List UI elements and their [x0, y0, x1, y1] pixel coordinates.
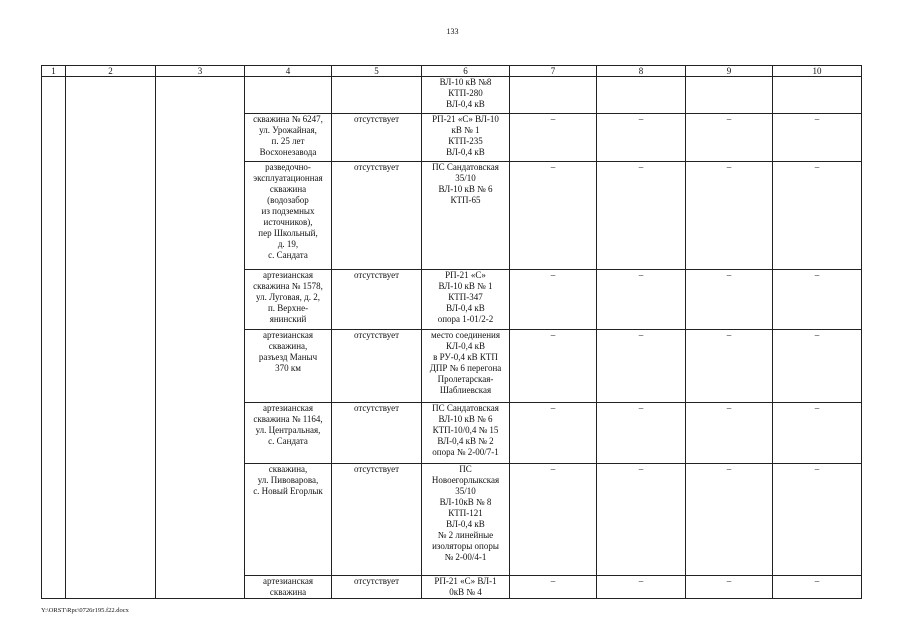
dash-cell-c9: –: [686, 576, 773, 599]
col2-cell: [66, 77, 156, 599]
cell-line: КТП-121: [448, 508, 483, 518]
cell-line: ул. Пивоварова,: [257, 475, 319, 485]
cell-line: КТП-280: [448, 88, 483, 98]
cell-line: Пролетарская-: [437, 374, 494, 384]
cell-line: ул. Луговая, д. 2,: [255, 292, 321, 302]
dash-cell-c7: –: [510, 464, 597, 576]
cell-line: артезианская: [263, 576, 313, 586]
cell-line: артезианская: [263, 403, 313, 413]
cell-line: № 2-00/4-1: [444, 552, 487, 562]
dash-cell-c8: –: [597, 464, 686, 576]
dash-cell-c10: –: [773, 162, 862, 270]
cell-line: ВЛ-10 кВ № 1: [438, 281, 493, 291]
dash-cell-c8: –: [597, 403, 686, 464]
cell-line: пер Школьный,: [258, 228, 318, 238]
header-cell: 8: [597, 66, 686, 77]
cell-line: артезианская: [263, 270, 313, 280]
table-body: [42, 77, 862, 599]
cell-line: КТП-347: [448, 292, 483, 302]
connection-point-cell: [422, 576, 510, 599]
status-cell: отсутствует: [332, 162, 422, 270]
cell-line: № 2 линейные: [437, 530, 494, 540]
dash-cell-c9: –: [686, 464, 773, 576]
cell-line: ул. Урожайная,: [259, 125, 317, 135]
cell-line: (водозабор: [267, 195, 309, 205]
cell-line: с. Сандата: [268, 436, 308, 446]
cell-line: ВЛ-0,4 кВ № 2: [437, 436, 494, 446]
cell-line: 35/10: [455, 486, 476, 496]
header-cell: 4: [245, 66, 332, 77]
dash-cell-c10: [773, 77, 862, 114]
cell-line: ул. Центральная,: [255, 425, 321, 435]
cell-line: разведочно-: [265, 162, 311, 172]
page-number: 133: [446, 27, 459, 36]
status-cell: отсутствует: [332, 464, 422, 576]
cell-line: скважина: [269, 587, 307, 597]
header-cell: 3: [156, 66, 245, 77]
dash-cell-c7: –: [510, 114, 597, 162]
connection-point-cell: [422, 114, 510, 162]
dash-cell-c9: [686, 77, 773, 114]
header-cell: 5: [332, 66, 422, 77]
dash-cell-c9: –: [686, 162, 773, 270]
dash-cell-c8: –: [597, 162, 686, 270]
dash-cell-c10: –: [773, 330, 862, 403]
dash-cell-c8: –: [597, 576, 686, 599]
cell-line: 0кВ № 4: [449, 587, 482, 597]
status-cell: отсутствует: [332, 114, 422, 162]
cell-line: скважина № 6247,: [253, 114, 323, 124]
dash-cell-c9: –: [686, 403, 773, 464]
cell-line: д. 19,: [277, 239, 299, 249]
header-cell: 10: [773, 66, 862, 77]
connection-point-cell: [422, 464, 510, 576]
header-cell: 6: [422, 66, 510, 77]
cell-line: эксплуатационная: [253, 173, 323, 183]
object-cell: [245, 77, 332, 114]
status-cell: отсутствует: [332, 330, 422, 403]
cell-line: п. Верхне-: [267, 303, 309, 313]
status-cell: [332, 77, 422, 114]
object-cell: [245, 162, 332, 270]
cell-line: ПС Сандатовская: [432, 403, 499, 413]
cell-line: Шаблиевская: [439, 385, 492, 395]
col3-cell: [156, 77, 245, 599]
dash-cell-c8: [597, 77, 686, 114]
cell-line: РП-21 «С» ВЛ-10: [432, 114, 499, 124]
cell-line: разъезд Маныч: [258, 352, 318, 362]
cell-line: ПС Сандатовская: [432, 162, 499, 172]
cell-line: РП-21 «С» ВЛ-1: [434, 576, 497, 586]
status-cell: отсутствует: [332, 270, 422, 330]
connection-point-cell: [422, 403, 510, 464]
dash-cell-c7: –: [510, 403, 597, 464]
cell-line: КТП-235: [448, 136, 483, 146]
cell-line: Восхонезавода: [259, 147, 317, 157]
dash-cell-c8: –: [597, 114, 686, 162]
cell-line: ВЛ-0,4 кВ: [446, 303, 485, 313]
cell-line: артезианская: [263, 330, 313, 340]
status-cell: отсутствует: [332, 576, 422, 599]
dash-cell-c8: –: [597, 270, 686, 330]
cell-line: изоляторы опоры: [432, 541, 499, 551]
cell-line: Новоегорлыкская: [431, 475, 500, 485]
dash-cell-c7: [510, 77, 597, 114]
connection-point-cell: [422, 77, 510, 114]
status-cell: отсутствует: [332, 403, 422, 464]
header-row: [42, 66, 862, 77]
cell-line: 370 км: [275, 363, 301, 373]
cell-line: ВЛ-0,4 кВ: [446, 519, 485, 529]
header-cell: 9: [686, 66, 773, 77]
dash-cell-c10: –: [773, 576, 862, 599]
header-cell: 1: [42, 66, 66, 77]
cell-line: из подземных: [261, 206, 315, 216]
data-table: [41, 65, 862, 599]
cell-line: КЛ-0,4 кВ: [446, 341, 485, 351]
cell-line: скважина № 1578,: [253, 281, 323, 291]
cell-line: КТП-65: [450, 195, 481, 205]
cell-line: опора № 2-00/7-1: [432, 447, 499, 457]
dash-cell-c7: –: [510, 270, 597, 330]
cell-line: кВ № 1: [451, 125, 480, 135]
cell-line: ВЛ-0,4 кВ: [446, 147, 485, 157]
cell-line: ВЛ-10 кВ №8: [439, 77, 492, 87]
dash-cell-c10: –: [773, 270, 862, 330]
cell-line: ПС: [459, 464, 472, 474]
connection-point-cell: [422, 162, 510, 270]
dash-cell-c7: –: [510, 576, 597, 599]
header-cell: 7: [510, 66, 597, 77]
dash-cell-c9: –: [686, 114, 773, 162]
object-cell: [245, 114, 332, 162]
cell-line: опора 1-01/2-2: [437, 314, 494, 324]
dash-cell-c8: –: [597, 330, 686, 403]
cell-line: с. Сандата: [268, 250, 308, 260]
dash-cell-c7: –: [510, 330, 597, 403]
cell-line: РП-21 «С»: [445, 270, 486, 280]
cell-line: скважина,: [268, 341, 308, 351]
cell-line: 35/10: [455, 173, 476, 183]
cell-line: ВЛ-10 кВ № 6: [438, 414, 493, 424]
col1-cell: [42, 77, 66, 599]
object-cell: [245, 403, 332, 464]
cell-line: скважина,: [268, 464, 308, 474]
dash-cell-c9: –: [686, 270, 773, 330]
cell-line: с. Новый Егорлык: [253, 486, 323, 496]
object-cell: [245, 464, 332, 576]
dash-cell-c10: –: [773, 114, 862, 162]
dash-cell-c10: –: [773, 403, 862, 464]
dash-cell-c7: –: [510, 162, 597, 270]
cell-line: ВЛ-10кВ № 8: [439, 497, 492, 507]
cell-line: ВЛ-10 кВ № 6: [438, 184, 493, 194]
connection-point-cell: [422, 270, 510, 330]
cell-line: источников),: [263, 217, 313, 227]
cell-line: янинский: [269, 314, 307, 324]
object-cell: [245, 330, 332, 403]
dash-cell-c9: –: [686, 330, 773, 403]
cell-line: место соединения: [431, 330, 500, 340]
cell-line: скважина: [269, 184, 307, 194]
object-cell: [245, 576, 332, 599]
connection-point-cell: [422, 330, 510, 403]
table-row: [42, 77, 862, 114]
cell-line: ДПР № 6 перегона: [429, 363, 502, 373]
cell-line: скважина № 1164,: [253, 414, 323, 424]
footer-file-path: Y:\ORST\Rpc\0726r195.f22.docx: [41, 607, 129, 614]
cell-line: п. 25 лет: [271, 136, 305, 146]
header-cell: 2: [66, 66, 156, 77]
cell-line: ВЛ-0,4 кВ: [446, 99, 485, 109]
dash-cell-c10: –: [773, 464, 862, 576]
cell-line: КТП-10/0,4 № 15: [432, 425, 499, 435]
object-cell: [245, 270, 332, 330]
cell-line: в РУ-0,4 кВ КТП: [433, 352, 498, 362]
